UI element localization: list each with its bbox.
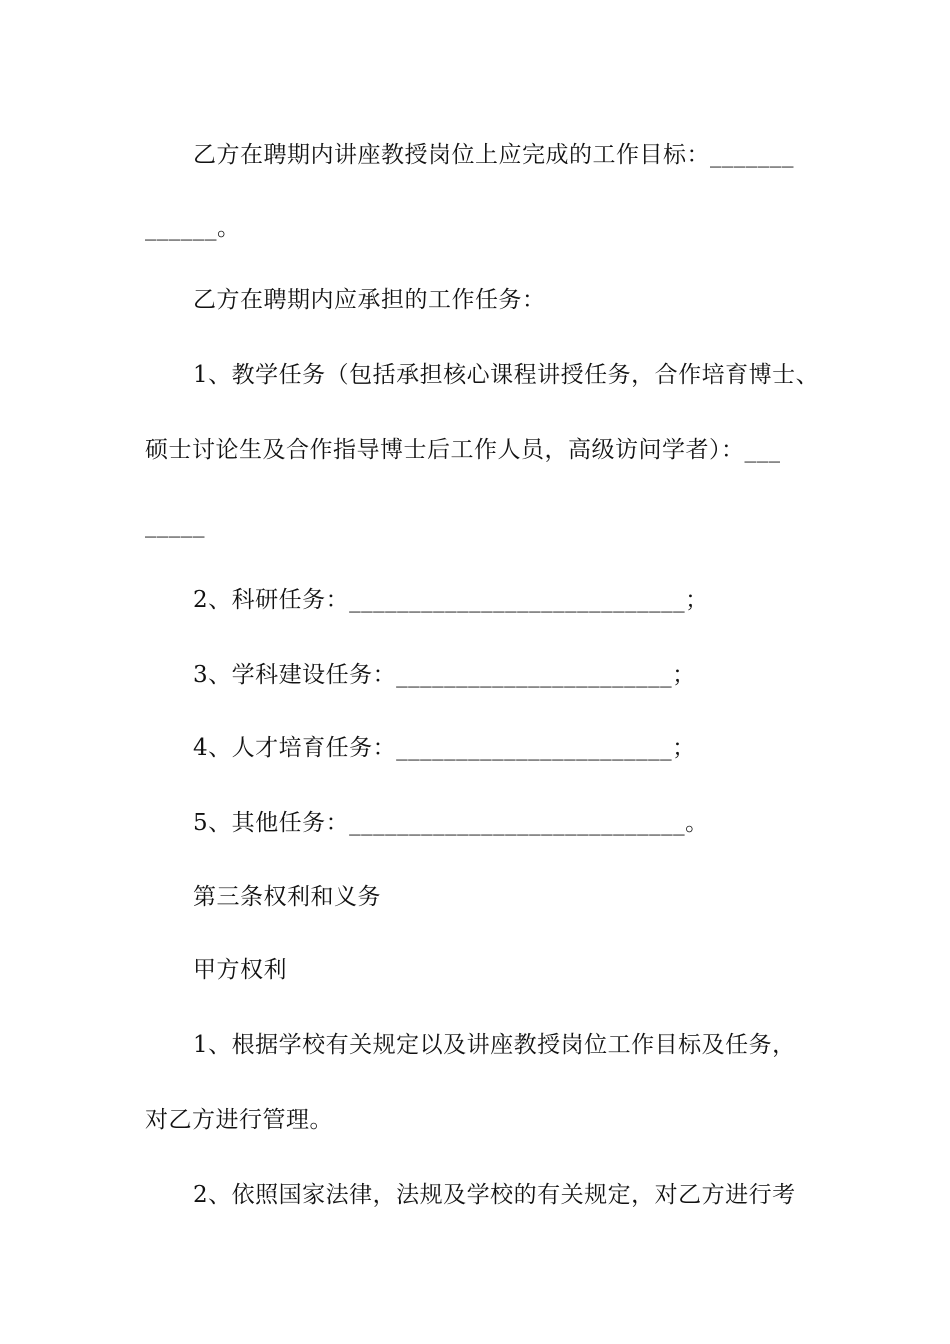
text-line: 4、人才培育任务：_______________________； [193,735,696,761]
text-line: ______。 [145,215,241,241]
section-heading: 第三条权利和义务 [193,884,381,910]
subsection-heading: 甲方权利 [193,957,287,983]
text-line: 3、学科建设任务：_______________________； [193,662,696,688]
text-line: 1、教学任务（包括承担核心课程讲授任务，合作培育博士、 [193,362,820,388]
text-line: 5、其他任务：____________________________。 [193,810,709,836]
text-line: 2、依照国家法律，法规及学校的有关规定，对乙方进行考 [193,1182,796,1208]
text-line: 硕士讨论生及合作指导博士后工作人员，高级访问学者）：___ [145,437,781,463]
text-line: 乙方在聘期内讲座教授岗位上应完成的工作目标：_______ [193,142,794,168]
text-line: 2、科研任务：____________________________； [193,587,709,613]
text-line: 乙方在聘期内应承担的工作任务： [193,287,546,313]
text-line: 1、根据学校有关规定以及讲座教授岗位工作目标及任务， [193,1032,796,1058]
text-line: _____ [145,512,205,538]
text-line: 对乙方进行管理。 [145,1107,333,1133]
